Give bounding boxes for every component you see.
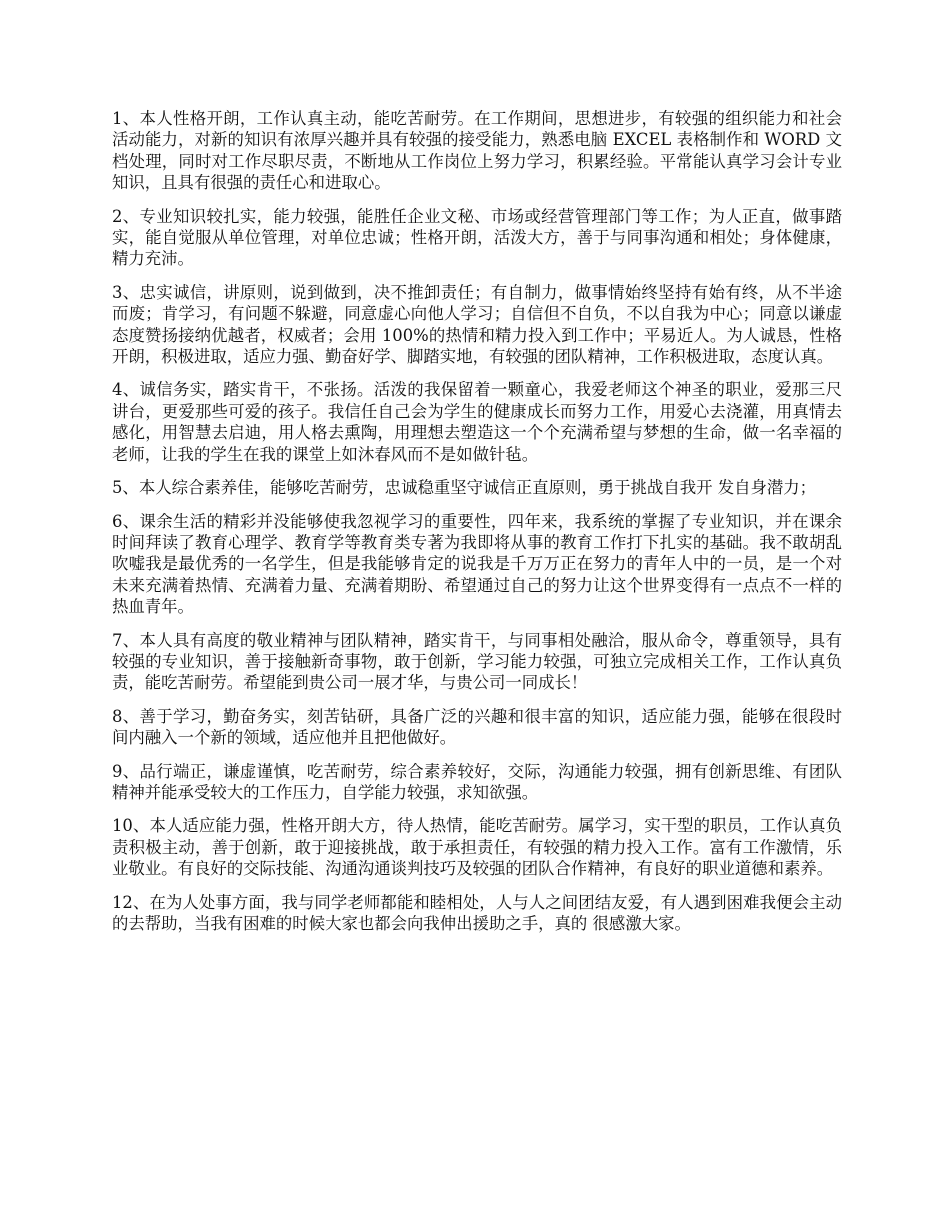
paragraph-3: 3、忠实诚信，讲原则，说到做到，决不推卸责任；有自制力，做事情始终坚持有始有终，从不半途而废；肯学习，有问题不躲避，同意虚心向他人学习；自信但不自负，不以自我为中心；同意以谦虚态度赞扬接纳优越者，权威者；会用 100%的热情和精力投入到工作中；平易近人。为人诚恳，性格开朗，积极进取，适应力强、勤奋好学、脚踏实地，有较强的团队精神，工作积极进取，态度认真。 — [112, 282, 842, 367]
paragraph-2: 2、专业知识较扎实，能力较强，能胜任企业文秘、市场或经营管理部门等工作；为人正直，做事踏实，能自觉服从单位管理，对单位忠诚；性格开朗，活泼大方，善于与同事沟通和相处；身体健康，精力充沛。 — [112, 206, 842, 269]
paragraph-5: 5、本人综合素养佳，能够吃苦耐劳，忠诚稳重坚守诚信正直原则，勇于挑战自我开 发自身潜力； — [112, 478, 817, 498]
paragraph-7: 7、本人具有高度的敬业精神与团队精神，踏实肯干，与同事相处融洽，服从命令，尊重领导，具有较强的专业知识，善于接触新奇事物，敢于创新，学习能力较强，可独立完成相关工作，工作认真负责，能吃苦耐劳。希望能到贵公司一展才华，与贵公司一同成长！ — [112, 630, 842, 693]
paragraph-8: 8、善于学习，勤奋务实，刻苦钻研，具备广泛的兴趣和很丰富的知识，适应能力强，能够在很段时间内融入一个新的领域，适应他并且把他做好。 — [112, 706, 842, 748]
paragraph-12: 12、在为人处事方面，我与同学老师都能和睦相处，人与人之间团结友爱，有人遇到困难我便会主动的去帮助，当我有困难的时候大家也都会向我伸出援助之手，真的 很感激大家。 — [112, 892, 842, 933]
paragraph-4: 4、诚信务实，踏实肯干，不张扬。活泼的我保留着一颗童心，我爱老师这个神圣的职业，爱那三尺讲台，更爱那些可爱的孩子。我信任自己会为学生的健康成长而努力工作，用爱心去浇灌，用真情去感化，用智慧去启迪，用人格去熏陶，用理想去塑造这一个个充满希望与梦想的生命，做一名幸福的老师，让我的学生在我的课堂上如沐春风而不是如做针毡。 — [112, 380, 842, 464]
paragraph-1: 1、本人性格开朗，工作认真主动，能吃苦耐劳。在工作期间，思想进步，有较强的组织能力和社会活动能力，对新的知识有浓厚兴趣并具有较强的接受能力，熟悉电脑 EXCEL 表格制作和 WORD 文档处理，同时对工作尽职尽责，不断地从工作岗位上努力学习，积累经验。平常能认真学习会计专业知识，且具有很强的责任心和进取心。 — [112, 109, 842, 193]
document-body — [112, 108, 842, 946]
paragraph-6: 6、课余生活的精彩并没能够使我忽视学习的重要性，四年来，我系统的掌握了专业知识，并在课余时间拜读了教育心理学、教育学等教育类专著为我即将从事的教育工作打下扎实的基础。我不敢胡乱吹嘘我是最优秀的一名学生，但是我能够肯定的说我是千万万正在努力的青年人中的一员，是一个对未来充满着热情、充满着力量、充满着期盼、希望通过自己的努力让这个世界变得有一点点不一样的热血青年。 — [112, 511, 842, 617]
paragraph-9: 9、品行端正，谦虚谨慎，吃苦耐劳，综合素养较好，交际，沟通能力较强，拥有创新思维、有团队精神并能承受较大的工作压力，自学能力较强，求知欲强。 — [112, 761, 842, 802]
paragraph-10: 10、本人适应能力强，性格开朗大方，待人热情，能吃苦耐劳。属学习，实干型的职员，工作认真负责积极主动，善于创新，敢于迎接挑战，敢于承担责任，有较强的精力投入工作。富有工作激情，乐业敬业。有良好的交际技能、沟通沟通谈判技巧及较强的团队合作精神，有良好的职业道德和素养。 — [112, 816, 842, 879]
